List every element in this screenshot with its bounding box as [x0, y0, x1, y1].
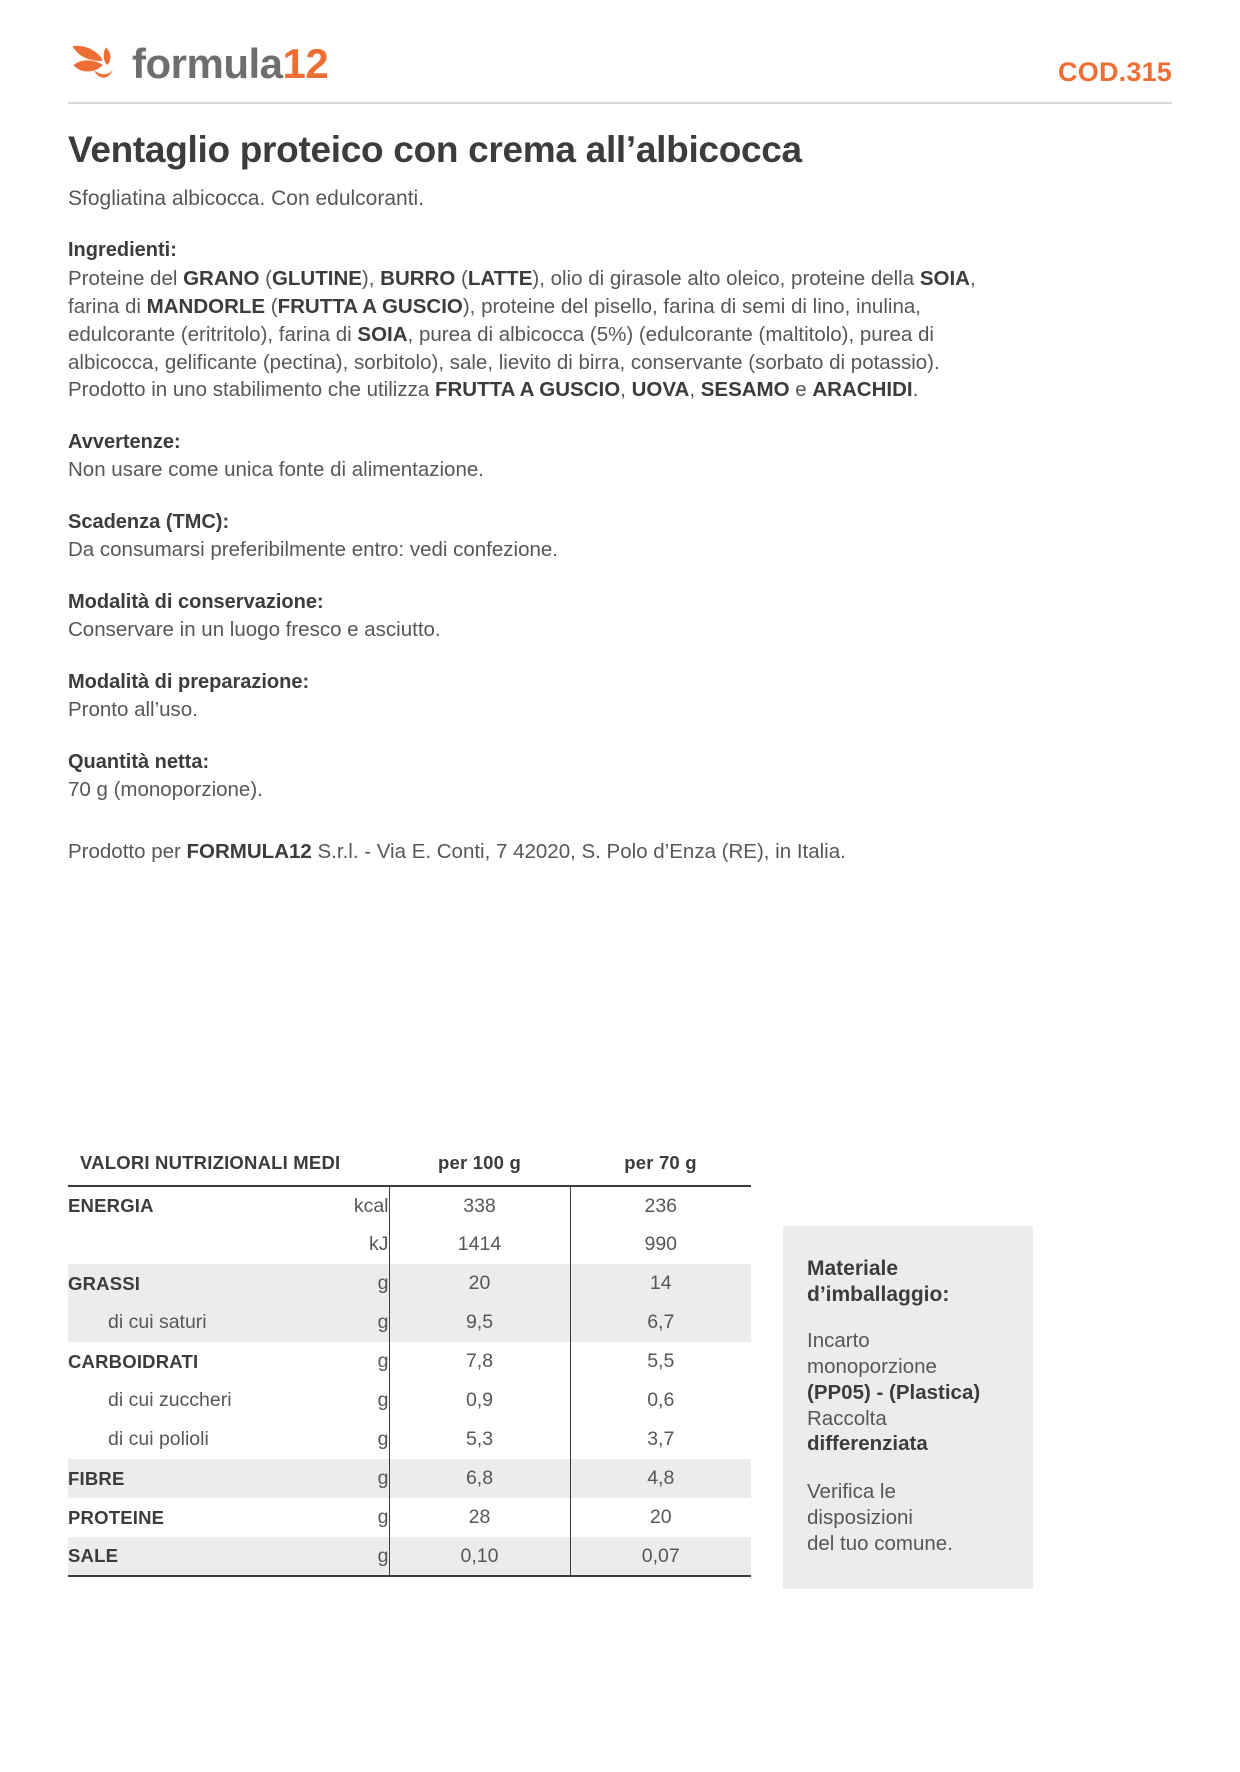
nutrient-per-70g: 0,07	[570, 1537, 751, 1576]
nutrient-unit: g	[303, 1537, 389, 1576]
nutrient-unit: g	[377, 1350, 389, 1372]
nutrient-per-70g: 236	[570, 1186, 751, 1225]
avvertenze-text: Non usare come unica fonte di alimentazione.	[68, 458, 484, 482]
table-row	[68, 1420, 751, 1459]
table-row	[68, 1264, 751, 1303]
nutrient-per-100g: 28	[389, 1498, 570, 1537]
table-row	[68, 1186, 751, 1225]
nutrient-per-100g: 0,9	[389, 1381, 570, 1420]
ingredienti-text: Proteine del GRANO (GLUTINE), BURRO (LATTE), olio di girasole alto oleico, proteine della SOIA, farina di MANDORLE (FRUTTA A GUSCIO), proteine del pisello, farina di semi di lino, inulina, edulcorante (eritritolo), farina di SOIA, purea di albicocca (5%) (edulcorante (maltitolo), purea di albicocca, gelificante (pectina), sorbitolo), sale, lievito di birra, conservante (sorbato di potassio). Prodotto in uno stabilimento che utilizza FRUTTA A GUSCIO, UOVA, SESAMO e ARACHIDI.	[68, 266, 976, 402]
product-subtitle: Sfogliatina albicocca. Con edulcoranti.	[68, 186, 425, 210]
lower-area	[68, 1152, 1172, 1589]
brand-wordmark	[132, 40, 329, 87]
butterfly-icon	[68, 36, 124, 92]
nutrition-header-per70: per 70 g	[624, 1152, 697, 1173]
nutrition-table-body	[68, 1186, 751, 1576]
table-row	[68, 1459, 751, 1498]
nutrient-unit: g	[303, 1459, 389, 1498]
nutrient-name: GRASSI	[68, 1264, 303, 1303]
nutrient-per-100g: 338	[389, 1186, 570, 1225]
section-conservazione	[68, 589, 1172, 644]
brand-wordmark-12: 12	[282, 40, 329, 87]
nutrient-per-70g: 6,7	[570, 1303, 751, 1342]
ingredienti-label: Ingredienti:	[68, 238, 177, 261]
nutrient-name: CARBOIDRATI	[68, 1350, 199, 1372]
nutrient-name: SALE	[68, 1537, 303, 1576]
nutrition-header-name: VALORI NUTRIZIONALI MEDI	[80, 1152, 341, 1173]
nutrition-header-row	[68, 1152, 751, 1186]
page-title: Ventaglio proteico con crema all’albicocca	[68, 129, 802, 170]
scadenza-label: Scadenza (TMC):	[68, 511, 230, 534]
nutrient-unit: kJ	[369, 1233, 389, 1255]
nutrient-per-70g: 4,8	[570, 1459, 751, 1498]
manufacturer-line: Prodotto per FORMULA12 S.r.l. - Via E. Conti, 7 42020, S. Polo d’Enza (RE), in Italia.	[68, 839, 846, 863]
nutrient-unit: g	[303, 1264, 389, 1303]
nutrient-per-70g: 14	[570, 1264, 751, 1303]
conservazione-text: Conservare in un luogo fresco e asciutto.	[68, 618, 441, 642]
nutrient-per-100g: 9,5	[389, 1303, 570, 1342]
packaging-material-box	[783, 1226, 1033, 1589]
nutrient-per-70g: 3,7	[570, 1420, 751, 1459]
nutrient-per-100g: 0,10	[389, 1537, 570, 1576]
nutrient-name: FIBRE	[68, 1459, 303, 1498]
nutrient-per-100g: 7,8	[389, 1342, 570, 1381]
section-quantita-netta	[68, 749, 1172, 804]
nutrient-name: di cui zuccheri	[108, 1389, 232, 1411]
quantita-label: Quantità netta:	[68, 750, 210, 773]
preparazione-label: Modalità di preparazione:	[68, 670, 310, 693]
packaging-title-line2: d’imballaggio:	[807, 1283, 950, 1307]
avvertenze-label: Avvertenze:	[68, 431, 181, 454]
nutrient-per-100g: 1414	[389, 1225, 570, 1264]
packaging-body: Incarto monoporzione (PP05) - (Plastica) Raccolta differenziata	[807, 1329, 981, 1456]
packaging-title-line1: Materiale	[807, 1257, 899, 1280]
nutrient-per-100g: 5,3	[389, 1420, 570, 1459]
page-header	[68, 0, 1172, 104]
product-code: COD.315	[1058, 57, 1172, 87]
nutrient-per-100g: 6,8	[389, 1459, 570, 1498]
conservazione-label: Modalità di conservazione:	[68, 591, 324, 614]
nutrition-header-per100: per 100 g	[437, 1152, 522, 1173]
nutrition-table-head	[68, 1152, 751, 1186]
preparazione-text: Pronto all’uso.	[68, 697, 198, 721]
brand-logo	[68, 36, 328, 92]
table-row	[68, 1498, 751, 1537]
nutrient-unit: g	[377, 1389, 389, 1411]
nutrient-per-70g: 5,5	[570, 1342, 751, 1381]
table-row	[68, 1381, 751, 1420]
nutrient-per-70g: 990	[570, 1225, 751, 1264]
quantita-text: 70 g (monoporzione).	[68, 777, 263, 801]
section-avvertenze	[68, 429, 1172, 484]
packaging-note: Verifica le disposizioni del tuo comune.	[807, 1480, 953, 1555]
nutrient-unit: kcal	[353, 1194, 389, 1217]
section-preparazione	[68, 669, 1172, 724]
table-row	[68, 1225, 751, 1264]
table-row	[68, 1342, 751, 1381]
section-ingredienti	[68, 237, 1172, 404]
nutrient-unit: g	[377, 1428, 389, 1450]
nutrient-unit: g	[303, 1303, 389, 1342]
nutrient-name: di cui saturi	[68, 1303, 303, 1342]
nutrient-per-70g: 0,6	[570, 1381, 751, 1420]
nutrient-name	[68, 1225, 303, 1264]
packaging-title	[807, 1256, 1009, 1308]
nutrient-name: PROTEINE	[68, 1506, 165, 1528]
nutrient-name: ENERGIA	[68, 1195, 154, 1216]
scadenza-text: Da consumarsi preferibilmente entro: vedi confezione.	[68, 538, 558, 562]
table-row	[68, 1537, 751, 1576]
nutrition-table	[68, 1152, 751, 1577]
nutrient-unit: g	[377, 1506, 389, 1528]
nutrient-per-70g: 20	[570, 1498, 751, 1537]
brand-wordmark-formula: formula	[132, 40, 283, 87]
nutrient-per-100g: 20	[389, 1264, 570, 1303]
section-scadenza	[68, 509, 1172, 564]
nutrient-name: di cui polioli	[108, 1428, 209, 1450]
table-row	[68, 1303, 751, 1342]
